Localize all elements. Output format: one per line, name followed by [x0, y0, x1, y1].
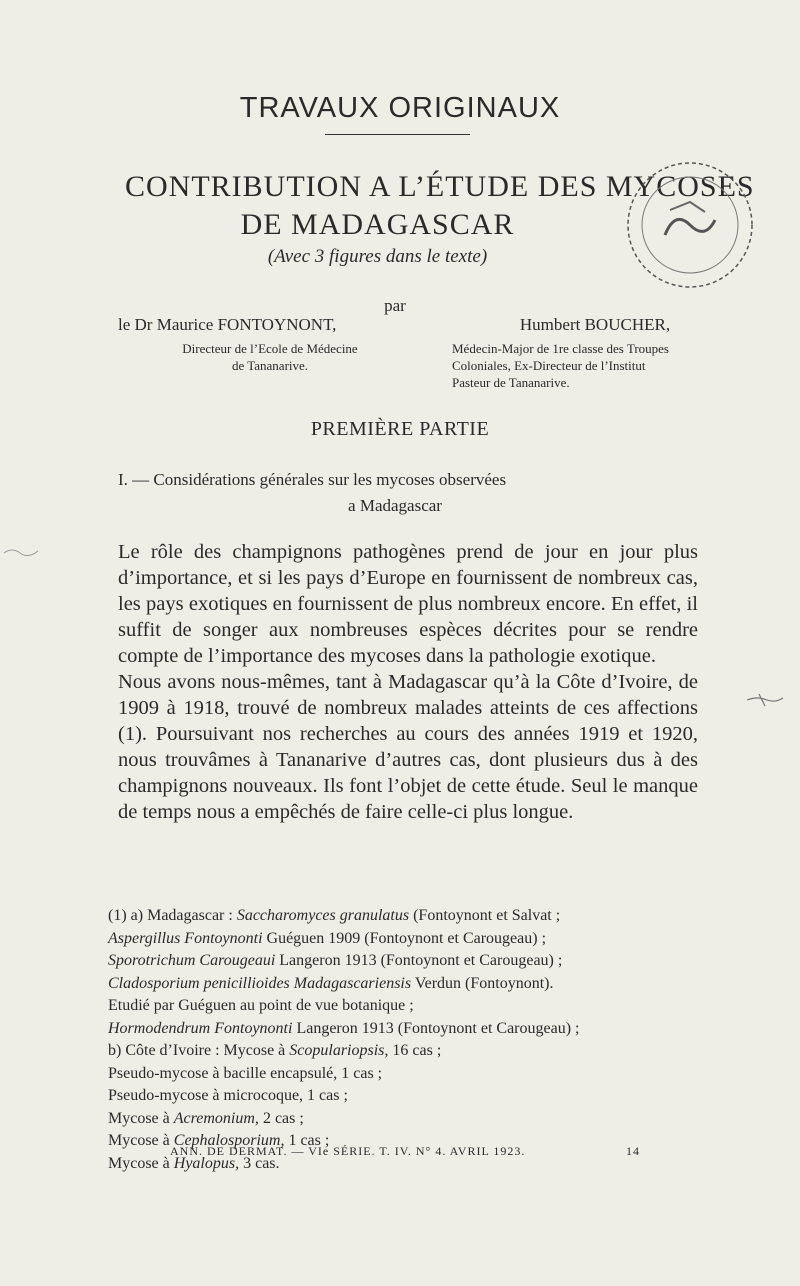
footnote-line: Cladosporium penicillioides Madagascariensis Verdun (Fontoynont). [108, 974, 554, 992]
author-1-name: le Dr Maurice FONTOYNONT, [118, 315, 337, 334]
affiliation-line: Coloniales, Ex-Directeur de l’Institut [452, 358, 646, 373]
footnote-line: Mycose à Acremonium, 2 cas ; [108, 1109, 304, 1127]
article-title-line-1: CONTRIBUTION A L’ÉTUDE DES MYCOSES [125, 170, 755, 203]
paragraph: Le rôle des champignons pathogènes prend de jour en jour plus d’importance, et si les pays d’Europe en fournissent de nombreux cas, les pays exotiques en fournissent de plus nombreux encore. En effet, il suffit de songer aux nombreuses espèces décrites pour se rendre compte de l’importance des mycoses dans la pathologie exotique. [118, 541, 698, 667]
library-stamp-icon [615, 140, 765, 310]
footnote-line: Etudié par Guéguen au point de vue botanique ; [108, 997, 414, 1014]
affiliation-line: Médecin-Major de 1re classe des Troupes [452, 341, 669, 356]
paragraph: Nous avons nous-mêmes, tant à Madagascar qu’à la Côte d’Ivoire, de 1909 à 1918, trouvé de nombreux malades atteints de ces affections (1). Poursuivant nos recherches au cours des années 1919 et 1920, nous trouvâmes à Tananarive d’autres cas, dont plusieurs dus à des champignons nouveaux. Ils font l’objet de cette étude. Seul le manque de temps nous a empêchés de faire celle-ci plus longue. [118, 671, 698, 823]
page-number: 14 [626, 1144, 640, 1158]
author-2-affiliation [452, 340, 712, 391]
page-footer [170, 1144, 700, 1159]
footnote-line: Sporotrichum Carougeaui Langeron 1913 (Fontoynont et Carougeau) ; [108, 952, 563, 969]
byline-par: par [384, 296, 406, 315]
footnote-line: (1) a) Madagascar : Saccharomyces granulatus (Fontoynont et Salvat ; [108, 907, 561, 924]
heading-rule [325, 134, 470, 135]
margin-pencil-mark [2, 545, 42, 559]
footnote-line: b) Côte d’Ivoire : Mycose à Scopulariopsis, 16 cas ; [108, 1042, 442, 1059]
chapter-heading-line-1: I. — Considérations générales sur les mycoses observées [118, 470, 507, 489]
affiliation-line: de Tananarive. [231, 358, 309, 373]
part-heading: PREMIÈRE PARTIE [310, 418, 490, 440]
footnote-line: Mycose à Cephalosporium, 1 cas ; [108, 1132, 330, 1149]
body-text [118, 539, 698, 825]
journal-reference: ANN. DE DERMAT. — VIe SÉRIE. T. IV. N° 4. AVRIL 1923. [170, 1144, 526, 1158]
chapter-heading-line-2: a Madagascar [348, 496, 442, 515]
section-heading: TRAVAUX ORIGINAUX [239, 92, 561, 124]
margin-pencil-mark [745, 690, 785, 710]
footnote-line: Mycose à Hyalopus, 3 cas. [108, 1154, 280, 1172]
footnote [108, 905, 698, 1175]
footnote-line: Pseudo-mycose à bacille encapsulé, 1 cas ; [108, 1064, 383, 1082]
article-title-line-2: DE MADAGASCAR [240, 208, 515, 241]
footnote-line: Hormodendrum Fontoynonti Langeron 1913 (Fontoynont et Carougeau) ; [108, 1019, 580, 1037]
affiliation-line: Pasteur de Tananarive. [452, 375, 570, 390]
author-1-affiliation [150, 340, 390, 374]
footnote-line: Pseudo-mycose à microcoque, 1 cas ; [108, 1087, 348, 1104]
footnote-line: Aspergillus Fontoynonti Guéguen 1909 (Fontoynont et Carougeau) ; [108, 929, 547, 947]
article-subtitle: (Avec 3 figures dans le texte) [267, 246, 488, 267]
author-2-name: Humbert BOUCHER, [519, 315, 671, 334]
affiliation-line: Directeur de l’Ecole de Médecine [182, 341, 358, 356]
